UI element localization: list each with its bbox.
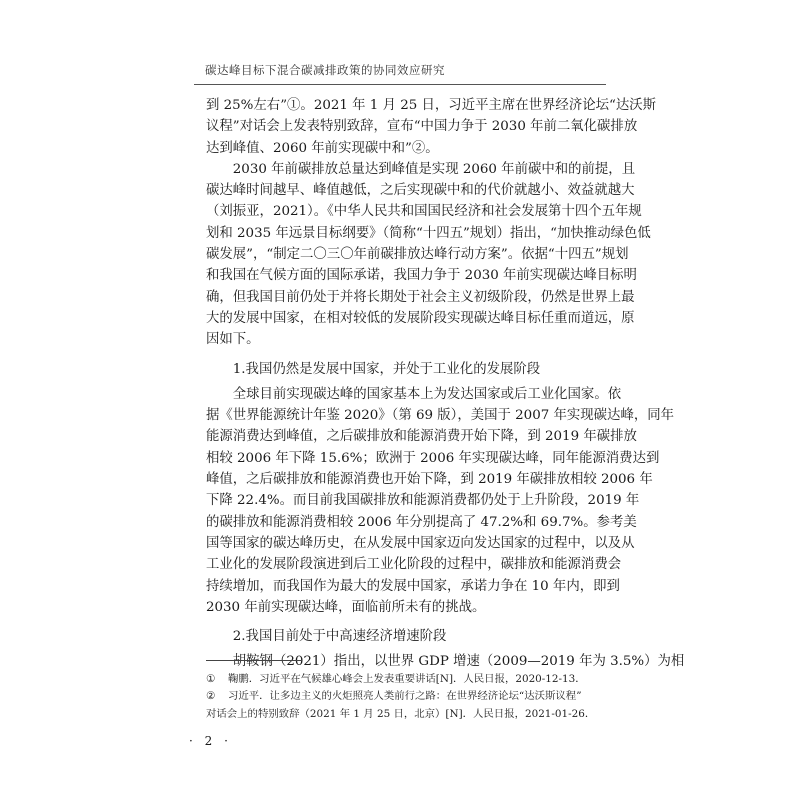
footnotes [206,671,599,723]
footnote-rule [206,660,302,661]
text-line: 碳发展”，“制定二〇三〇年前碳排放达峰行动方案”。依据“十四五”规划 [206,247,629,263]
section-heading: 2.我国目前处于中高速经济增速阶段 [206,629,447,645]
text-line: 下降 22.4%。而目前我国碳排放和能源消费都仍处于上升阶段，2019 年 [206,493,640,509]
text-line: （刘振亚，2021）。《中华人民共和国国民经济和社会发展第十四个五年规 [206,204,642,220]
section-heading: 1.我国仍然是发展中国家，并处于工业化的发展阶段 [206,361,541,377]
text-line: 因如下。 [206,332,260,348]
footnote-continuation: 对话会上的特别致辞（2021 年 1 月 25 日，北京）[N]．人民日报，2021-01-26． [206,707,596,720]
text-line: 大的发展中国家，在相对较低的发展阶段实现碳达峰目标任重而道远，原 [206,310,635,326]
footnote-marker: ② [206,690,216,703]
text-line: 达到峰值、2060 年前实现碳中和”②。 [206,140,439,156]
text-line: 相较 2006 年下降 15.6%；欧洲于 2006 年实现碳达峰，同年能源消费达到 [206,450,660,466]
footnote [206,671,599,688]
footnote-text: 习近平．让多边主义的火炬照亮人类前行之路：在世界经济论坛“达沃斯议程” [228,690,582,703]
text-line: 到 25%左右”①。2021 年 1 月 25 日，习近平主席在世界经济论坛“达沃斯 [206,98,657,113]
text-line: 工业化的发展阶段演进到后工业化阶段的过程中，碳排放和能源消费会 [206,557,622,573]
footnote-marker: ① [206,673,216,685]
body-text [206,95,685,673]
text-line: 国等国家的碳达峰历史，在从发展中国家迈向发达国家的过程中，以及从 [206,535,635,551]
page-number: · 2 · [189,734,232,748]
text-line: 划和 2035 年远景目标纲要》（简称“十四五”规划）指出，“加快推动绿色低 [206,225,651,241]
text-line: 2030 年前碳排放总量达到峰值是实现 2060 年前碳中和的前提，且 [206,161,636,177]
text-line: 碳达峰时间越早、峰值越低，之后实现碳中和的代价就越小、效益就越大 [206,183,635,199]
text-line: 的碳排放和能源消费相较 2006 年分别提高了 47.2%和 69.7%。参考美 [206,514,637,530]
text-line: 能源消费达到峰值，之后碳排放和能源消费开始下降，到 2019 年碳排放 [206,429,637,445]
header-rule [194,84,606,85]
text-line: 据《世界能源统计年鉴 2020》（第 69 版），美国于 2007 年实现碳达峰，同年 [206,408,675,424]
text-line: 确，但我国目前仍处于并将长期处于社会主义初级阶段，仍然是世界上最 [206,289,635,305]
text-line: 胡鞍钢（2021）指出，以世界 GDP 增速（2009—2019 年为 3.5%）为相 [206,654,685,670]
text-line: 全球目前实现碳达峰的国家基本上为发达国家或后工业化国家。依 [206,386,622,402]
text-line: 峰值，之后碳排放和能源消费也开始下降，到 2019 年碳排放相较 2006 年 [206,472,653,488]
text-line: 议程”对话会上发表特别致辞，宣布“中国力争于 2030 年前二氧化碳排放 [206,119,638,135]
text-line: 持续增加，而我国作为最大的发展中国家，承诺力争在 10 年内，即到 [206,578,620,594]
running-head: 碳达峰目标下混合碳减排政策的协同效应研究 [205,63,445,77]
text-line: 和我国在气候方面的国际承诺，我国力争于 2030 年前实现碳达峰目标明 [206,268,637,284]
footnote [206,688,599,705]
footnote-text: 鞠鹏．习近平在气候雄心峰会上发表重要讲话[N]．人民日报，2020-12-13． [228,673,586,685]
text-line: 2030 年前实现碳达峰，面临前所未有的挑战。 [206,599,486,615]
